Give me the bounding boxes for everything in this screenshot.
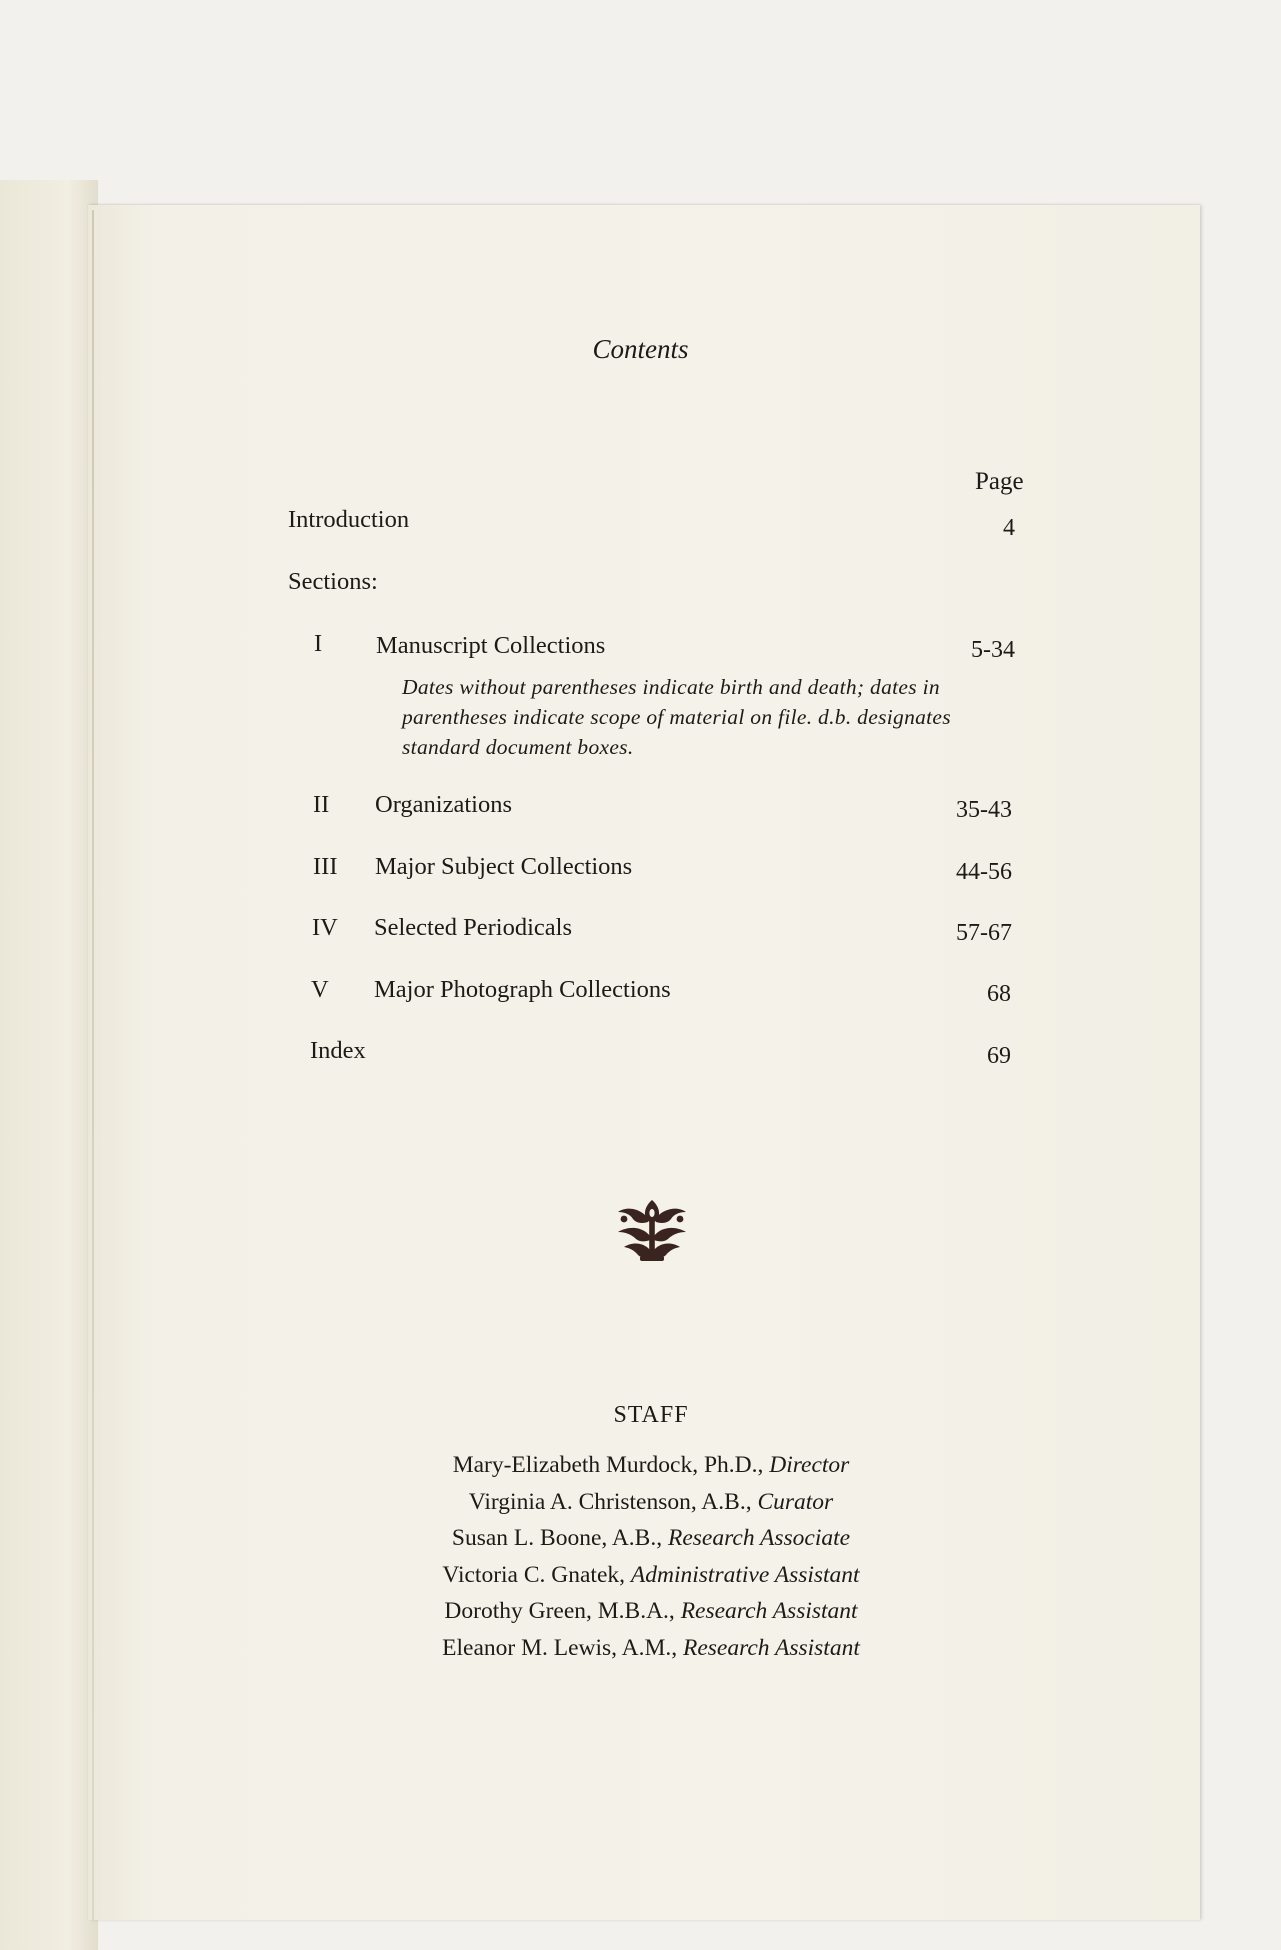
- toc-introduction-page: 4: [1003, 515, 1015, 541]
- toc-section-label: Major Photograph Collections: [374, 976, 671, 1003]
- toc-section-numeral: V: [311, 976, 329, 1003]
- staff-name: Dorothy Green, M.B.A.,: [444, 1598, 675, 1625]
- staff-entry: [0, 1593, 1281, 1630]
- staff-role: Director: [769, 1452, 850, 1478]
- toc-section-numeral: III: [313, 853, 338, 880]
- toc-section-pages: 44-56: [956, 859, 1012, 885]
- toc-section-pages: 5-34: [971, 637, 1015, 663]
- staff-entry: [0, 1520, 1281, 1557]
- staff-name: Eleanor M. Lewis, A.M.,: [442, 1634, 678, 1661]
- toc-section-numeral: I: [314, 630, 323, 657]
- staff-name: Victoria C. Gnatek,: [442, 1561, 626, 1588]
- toc-section-pages: 68: [987, 981, 1011, 1007]
- manuscript-note: Dates without parentheses indicate birth and death; dates in parentheses indicate scope of material on file. d.b. designates standard document boxes.: [402, 675, 951, 759]
- staff-role: Administrative Assistant: [630, 1561, 860, 1588]
- flower-ornament-icon: [614, 1198, 690, 1264]
- staff-entry: [0, 1447, 1281, 1484]
- staff-entry: [0, 1557, 1281, 1594]
- toc-section-pages: 57-67: [956, 920, 1012, 946]
- toc-section-label: Manuscript Collections: [376, 632, 606, 659]
- toc-section-label: Organizations: [375, 791, 512, 818]
- staff-role: Research Assistant: [682, 1634, 860, 1661]
- staff-name: Susan L. Boone, A.B.,: [451, 1525, 663, 1552]
- toc-section-numeral: IV: [312, 914, 338, 941]
- toc-section-numeral: II: [313, 791, 330, 818]
- staff-name: Virginia A. Christenson, A.B.,: [468, 1488, 752, 1515]
- toc-section-label: Major Subject Collections: [375, 853, 633, 880]
- sections-heading: Sections:: [288, 568, 378, 595]
- staff-role: Research Associate: [668, 1525, 851, 1552]
- contents-title: Contents: [592, 334, 689, 364]
- staff-name: Mary-Elizabeth Murdock, Ph.D.,: [452, 1452, 764, 1478]
- toc-section-label: Selected Periodicals: [374, 914, 572, 941]
- staff-heading: STAFF: [613, 1402, 689, 1428]
- staff-role: Curator: [757, 1488, 834, 1515]
- staff-entry: [0, 1484, 1281, 1521]
- facing-page-edge: [0, 180, 98, 1950]
- page-column-header: Page: [975, 468, 1024, 495]
- staff-role: Research Assistant: [680, 1598, 858, 1625]
- staff-entry: [0, 1630, 1281, 1667]
- toc-index-page: 69: [987, 1043, 1011, 1069]
- toc-introduction-label: Introduction: [288, 506, 410, 533]
- staff-list: [0, 1447, 1281, 1667]
- toc-index-label: Index: [310, 1037, 366, 1064]
- toc-section-pages: 35-43: [956, 797, 1012, 823]
